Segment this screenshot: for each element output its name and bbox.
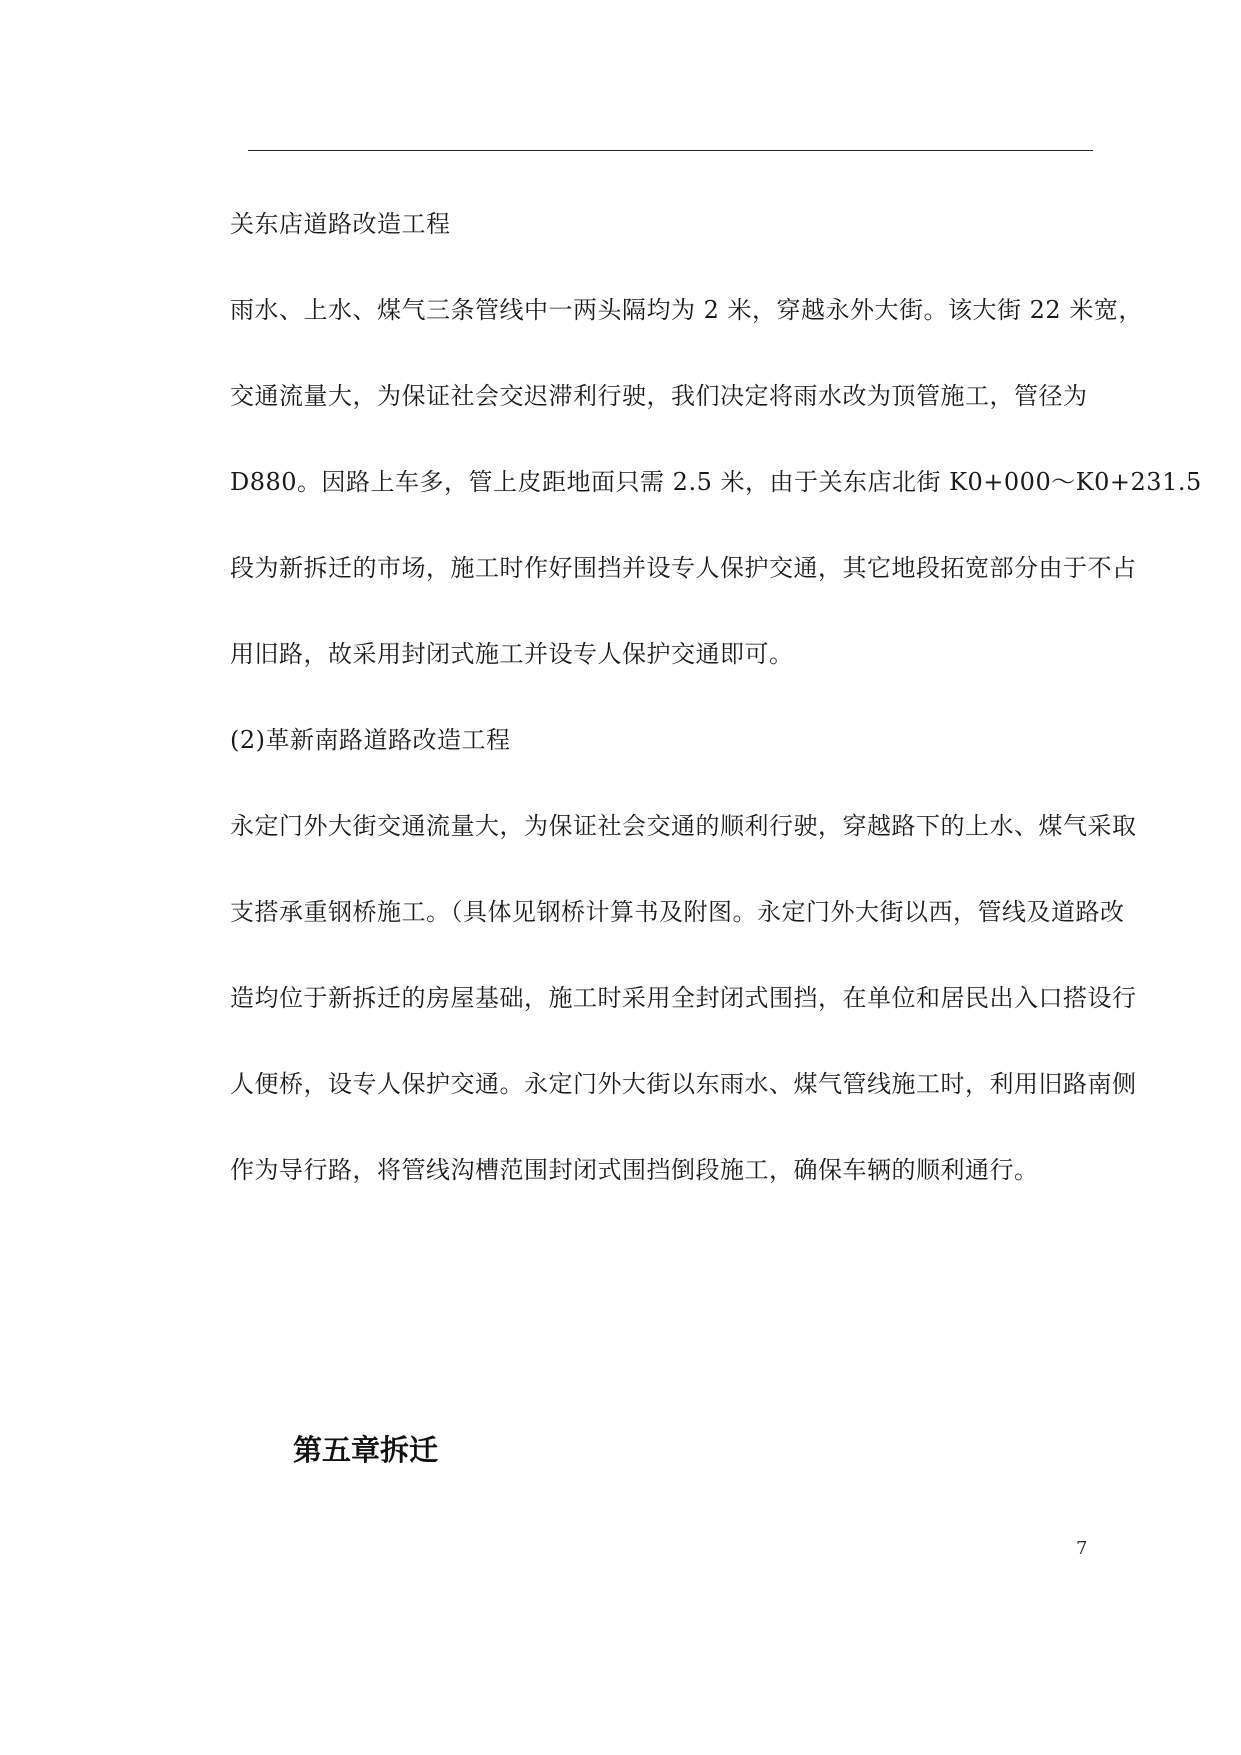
body-line: 支搭承重钢桥施工。（具体见钢桥计算书及附图。永定门外大街以西，管线及道路改 [230,898,1125,926]
chapter-heading: 第五章拆迁 [293,1433,439,1467]
header-rule [248,150,1093,151]
body-line: 永定门外大街交通流量大，为保证社会交通的顺利行驶，穿越路下的上水、煤气采取 [230,812,1137,840]
body-line: 用旧路，故采用封闭式施工并设专人保护交通即可。 [230,640,794,668]
section-heading-gexinnanlu: (2)革新南路道路改造工程 [230,726,511,754]
body-line: 雨水、上水、煤气三条管线中一两头隔均为 2 米，穿越永外大街。该大街 22 米宽， [230,296,1143,324]
body-line: 造均位于新拆迁的房屋基础，施工时采用全封闭式围挡，在单位和居民出入口搭设行 [230,984,1137,1012]
page-number: 7 [1076,1538,1088,1559]
body-line: D880。因路上车多，管上皮距地面只需 2.5 米，由于关东店北街 K0+000～K0+231.5 [230,468,1202,496]
body-line: 人便桥，设专人保护交通。永定门外大街以东雨水、煤气管线施工时，利用旧路南侧 [230,1070,1137,1098]
body-line: 作为导行路，将管线沟槽范围封闭式围挡倒段施工，确保车辆的顺利通行。 [230,1156,1039,1184]
body-line: 交通流量大，为保证社会交迟滞利行驶，我们决定将雨水改为顶管施工，管径为 [230,382,1088,410]
section-heading-guandongdian: 关东店道路改造工程 [230,210,451,238]
body-line: 段为新拆迁的市场，施工时作好围挡并设专人保护交通，其它地段拓宽部分由于不占 [230,554,1137,582]
